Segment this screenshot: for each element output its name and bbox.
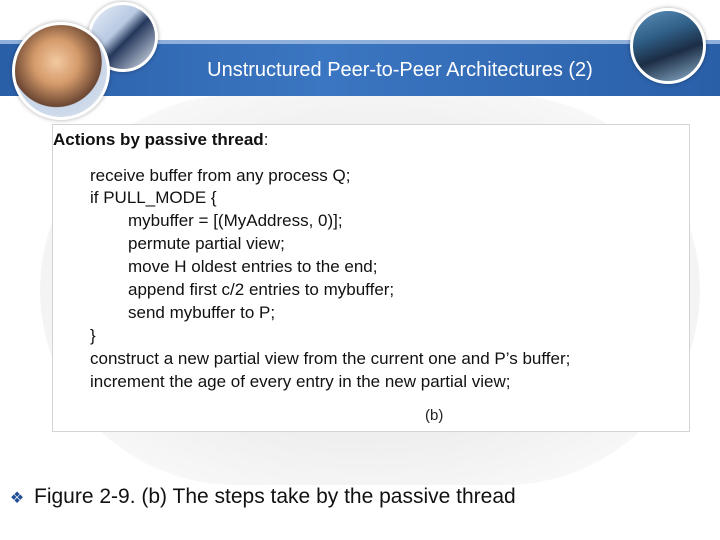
diamond-bullet-icon: ❖ <box>9 490 25 507</box>
code-line: increment the age of every entry in the new partial view; <box>90 372 511 391</box>
code-line: append first c/2 entries to mybuffer; <box>128 280 395 299</box>
code-line: send mybuffer to P; <box>128 303 276 322</box>
figure-label: (b) <box>425 407 444 424</box>
code-line: if PULL_MODE { <box>90 188 217 207</box>
figure-caption-text: Figure 2-9. (b) The steps take by the passive thread <box>34 485 516 508</box>
code-line: mybuffer = [(MyAddress, 0)]; <box>128 211 343 230</box>
pseudocode-heading <box>53 129 268 151</box>
slide-title: Unstructured Peer-to-Peer Architectures (2) <box>207 59 593 81</box>
code-line: receive buffer from any process Q; <box>90 166 351 185</box>
heading-colon: : <box>263 130 269 149</box>
code-line: construct a new partial view from the current one and P’s buffer; <box>90 349 571 368</box>
figure-caption <box>8 482 516 512</box>
code-line: move H oldest entries to the end; <box>128 257 378 276</box>
code-line: } <box>90 326 96 345</box>
figure-panel <box>52 124 690 432</box>
code-line: permute partial view; <box>128 234 285 253</box>
heading-bold: Actions by passive thread <box>53 130 264 149</box>
decorative-photo-person <box>12 22 110 120</box>
